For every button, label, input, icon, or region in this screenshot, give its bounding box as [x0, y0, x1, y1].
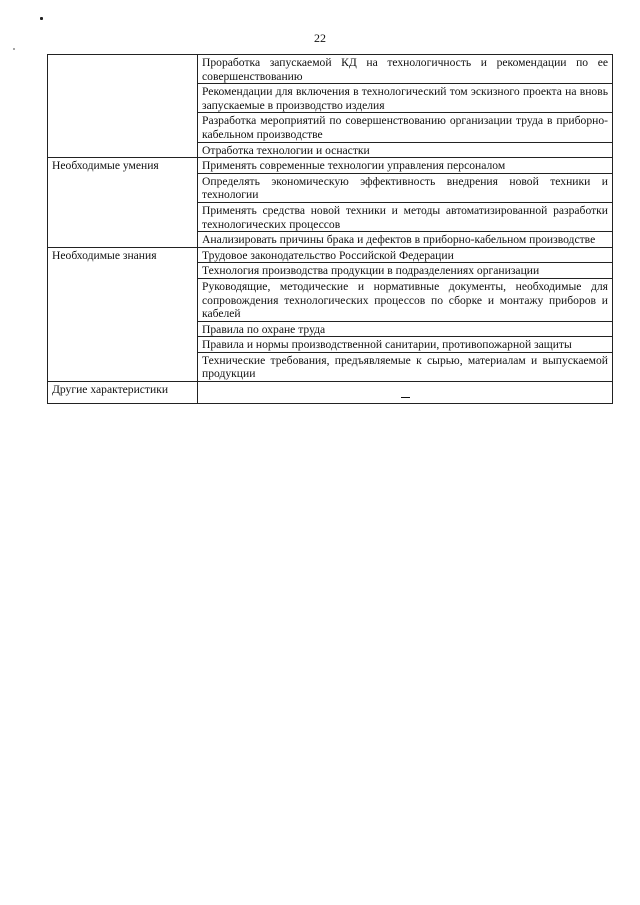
table-cell: Правила и нормы производственной санитарии, противопожарной защиты — [198, 337, 613, 353]
table-cell: Руководящие, методические и нормативные документы, необходимые для сопровождения технологических процессов по сборке и монтажу приборов и кабелей — [198, 278, 613, 321]
table-cell: Анализировать причины брака и дефектов в приборно-кабельном производстве — [198, 232, 613, 248]
table-cell: Трудовое законодательство Российской Федерации — [198, 247, 613, 263]
row-label-skills: Необходимые умения — [48, 158, 198, 248]
dash-mark — [401, 397, 410, 398]
qualification-table — [47, 54, 613, 404]
table-cell: Определять экономическую эффективность внедрения новой техники и технологии — [198, 173, 613, 202]
row-label-continuation — [48, 55, 198, 158]
row-label-knowledge: Необходимые знания — [48, 247, 198, 381]
table-row — [48, 55, 613, 84]
page-number: 22 — [314, 31, 326, 45]
table-row — [48, 382, 613, 404]
table-cell: Правила по охране труда — [198, 321, 613, 337]
table-row — [48, 247, 613, 263]
table-cell: Разработка мероприятий по совершенствованию организации труда в приборно-кабельном производстве — [198, 113, 613, 142]
scan-speck — [13, 48, 15, 50]
row-label-other: Другие характеристики — [48, 382, 198, 404]
table-cell: Технические требования, предъявляемые к сырью, материалам и выпускаемой продукции — [198, 352, 613, 381]
table-cell: Применять средства новой техники и методы автоматизированной разработки технологических процессов — [198, 202, 613, 231]
table-cell: Рекомендации для включения в технологический том эскизного проекта на вновь запускаемые в производство изделия — [198, 84, 613, 113]
table-cell-dash — [198, 382, 613, 404]
table-cell: Проработка запускаемой КД на технологичность и рекомендации по ее совершенствованию — [198, 55, 613, 84]
table-cell: Технология производства продукции в подразделениях организации — [198, 263, 613, 279]
table-cell: Отработка технологии и оснастки — [198, 142, 613, 158]
table-row — [48, 158, 613, 174]
scan-speck — [40, 17, 43, 20]
table-cell: Применять современные технологии управления персоналом — [198, 158, 613, 174]
